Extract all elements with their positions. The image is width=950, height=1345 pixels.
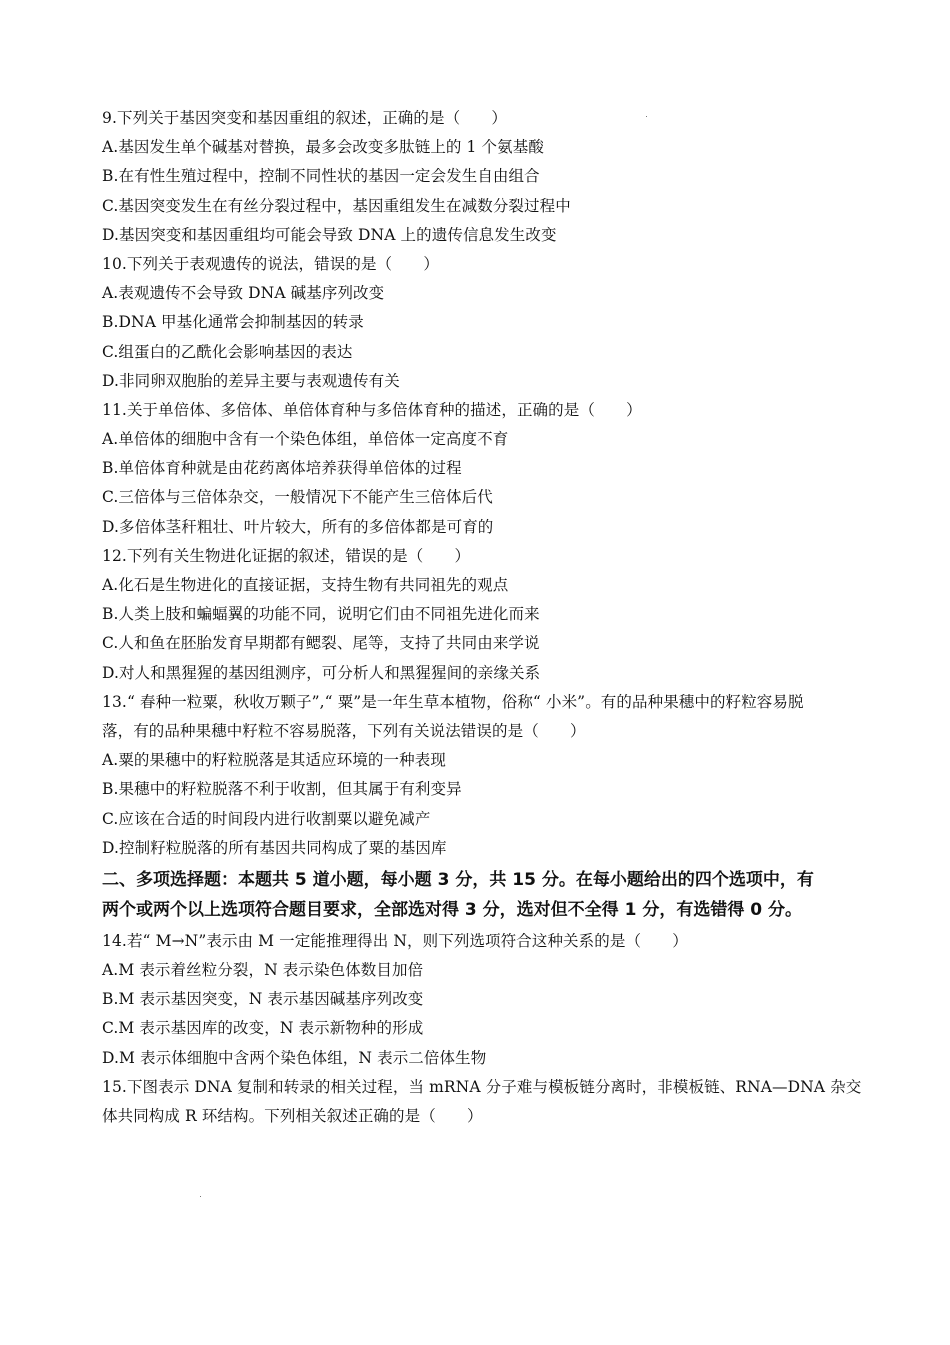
question-14-option-b: B.M 表示基因突变，N 表示基因碱基序列改变 [102,990,424,1009]
question-12-option-d: D.对人和黑猩猩的基因组测序，可分析人和黑猩猩间的亲缘关系 [102,663,541,682]
question-11-option-c: C.三倍体与三倍体杂交，一般情况下不能产生三倍体后代 [102,488,493,507]
question-10-option-b: B.DNA 甲基化通常会抑制基因的转录 [102,313,364,332]
question-9-option-b: B.在有性生殖过程中，控制不同性状的基因一定会发生自由组合 [102,167,540,186]
question-13-stem-line-2: 落，有的品种果穗中籽粒不容易脱落，下列有关说法错误的是（ ） [102,721,586,740]
question-13-option-d: D.控制籽粒脱落的所有基因共同构成了粟的基因库 [102,838,447,857]
question-10-stem: 10.下列关于表观遗传的说法，错误的是（ ） [102,254,439,273]
question-14-option-d: D.M 表示体细胞中含两个染色体组，N 表示二倍体生物 [102,1048,487,1067]
question-14-option-c: C.M 表示基因库的改变，N 表示新物种的形成 [102,1019,424,1038]
question-11-option-d: D.多倍体茎秆粗壮、叶片较大，所有的多倍体都是可育的 [102,517,494,536]
question-9-stem: 9.下列关于基因突变和基因重组的叙述，正确的是（ ） [102,109,507,127]
question-11-option-b: B.单倍体育种就是由花药离体培养获得单倍体的过程 [102,459,462,478]
question-13-stem-line-1: 13.“ 春种一粒粟，秋收万颗子”,“ 粟”是一年生草本植物，俗称“ 小米”。有的品种果穗中的籽粒容易脱 [102,692,804,711]
question-12-option-c: C.人和鱼在胚胎发育早期都有鳃裂、尾等，支持了共同由来学说 [102,634,540,653]
question-9-option-c: C.基因突变发生在有丝分裂过程中，基因重组发生在减数分裂过程中 [102,196,571,215]
question-10-option-d: D.非同卵双胞胎的差异主要与表观遗传有关 [102,371,400,390]
question-11-stem: 11.关于单倍体、多倍体、单倍体育种与多倍体育种的描述，正确的是（ ） [102,400,642,419]
exam-page [102,104,862,1131]
question-15-stem-line-2: 体共同构成 R 环结构。下列相关叙述正确的是（ ） [102,1107,483,1125]
section-2-heading-line-2: 两个或两个以上选项符合题目要求，全部选对得 3 分，选对但不全得 1 分，有选错得 0 分。 [102,899,802,920]
decorative-dot-bottom [200,1196,201,1197]
question-14-option-a: A.M 表示着丝粒分裂，N 表示染色体数目加倍 [102,961,424,980]
section-2-heading [102,865,862,925]
question-15-stem-line-1: 15.下图表示 DNA 复制和转录的相关过程，当 mRNA 分子难与模板链分离时，非模板链、RNA—DNA 杂交 [102,1077,862,1096]
question-14-stem: 14.若“ M→N”表示由 M 一定能推理得出 N，则下列选项符合这种关系的是（ ） [102,931,688,950]
question-12-option-a: A.化石是生物进化的直接证据，支持生物有共同祖先的观点 [102,576,509,594]
question-9-option-a: A.基因发生单个碱基对替换，最多会改变多肽链上的 1 个氨基酸 [102,138,544,157]
section-2-heading-line-1: 二、多项选择题：本题共 5 道小题，每小题 3 分，共 15 分。在每小题给出的四个选项中，有 [102,869,814,890]
question-10-option-c: C.组蛋白的乙酰化会影响基因的表达 [102,342,353,361]
question-11-option-a: A.单倍体的细胞中含有一个染色体组，单倍体一定高度不育 [102,430,509,449]
question-12-stem: 12.下列有关生物进化证据的叙述，错误的是（ ） [102,546,471,565]
question-13-option-b: B.果穗中的籽粒脱落不利于收割，但其属于有利变异 [102,780,462,799]
question-13-option-c: C.应该在合适的时间段内进行收割粟以避免减产 [102,809,431,828]
question-13-option-a: A.粟的果穗中的籽粒脱落是其适应环境的一种表现 [102,751,446,770]
question-10-option-a: A.表观遗传不会导致 DNA 碱基序列改变 [102,284,385,303]
question-9-option-d: D.基因突变和基因重组均可能会导致 DNA 上的遗传信息发生改变 [102,225,557,244]
question-12-option-b: B.人类上肢和蝙蝠翼的功能不同，说明它们由不同祖先进化而来 [102,605,540,624]
